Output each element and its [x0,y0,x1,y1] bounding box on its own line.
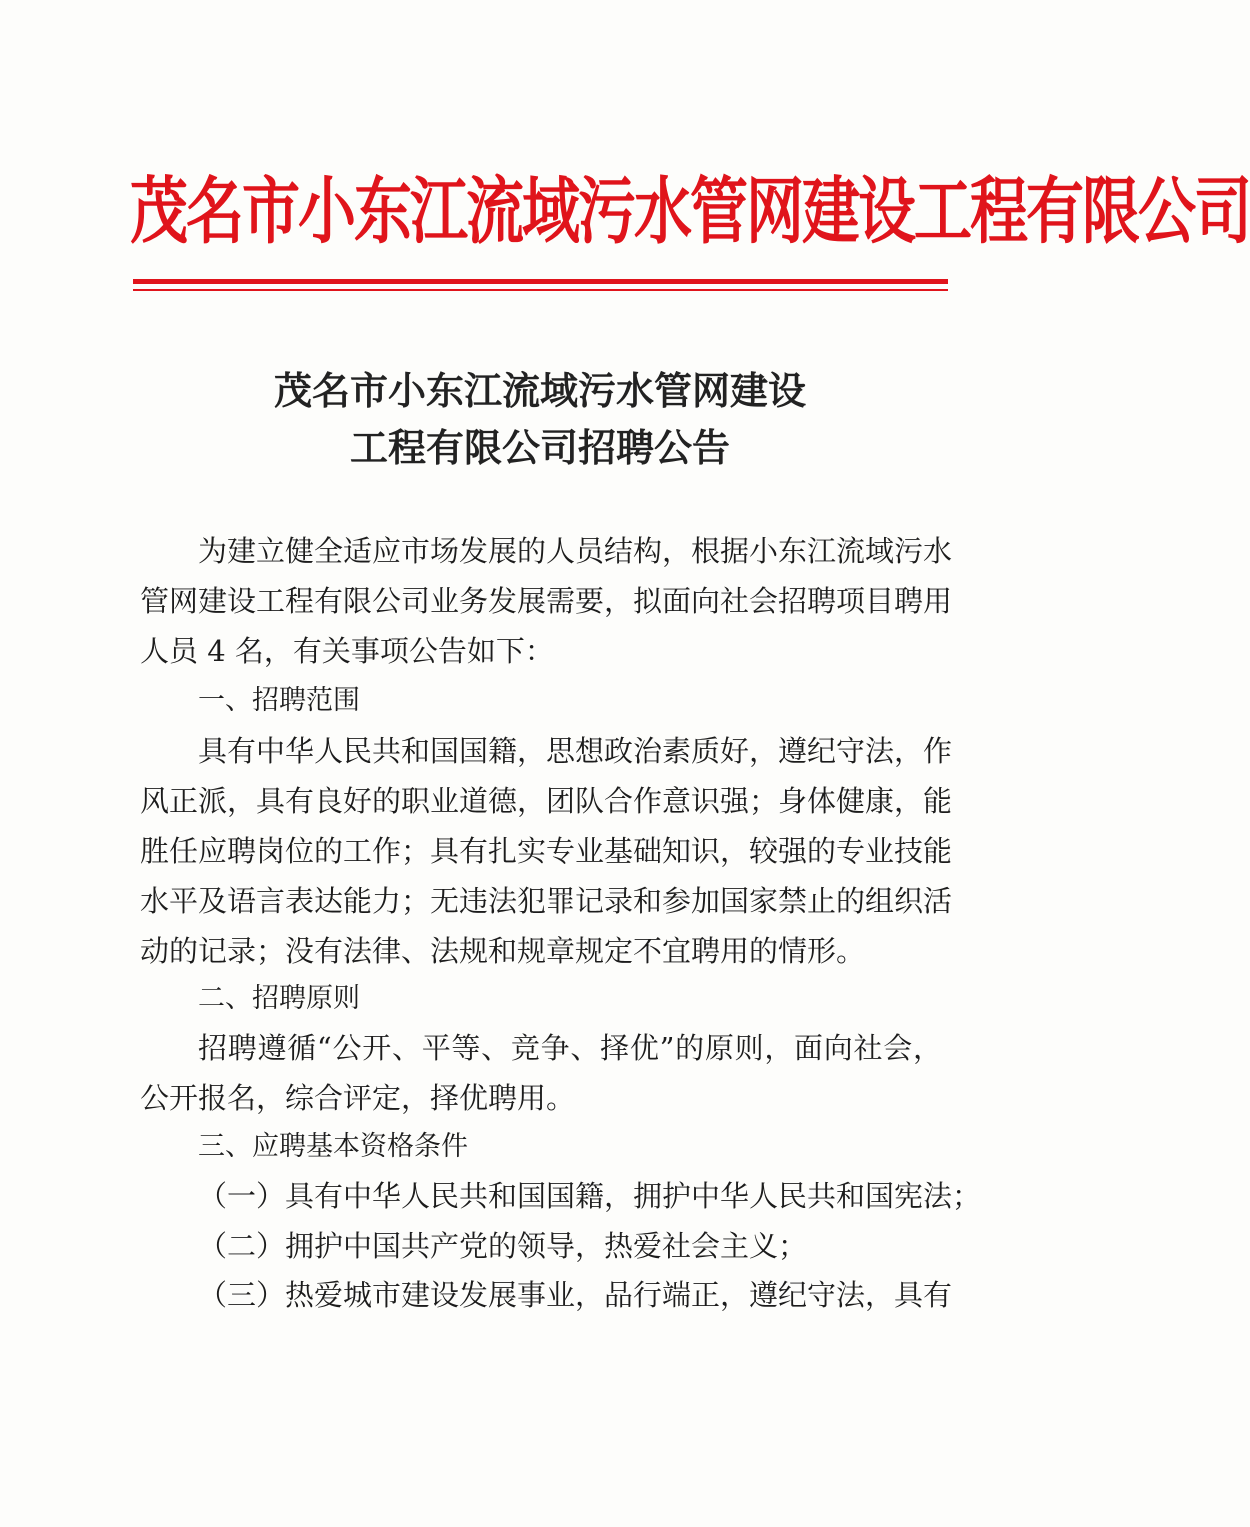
section-1-line-1: 具有中华人民共和国国籍，思想政治素质好，遵纪守法，作 [198,734,953,768]
section-1-line-4: 水平及语言表达能力；无违法犯罪记录和参加国家禁止的组织活 [140,884,953,918]
letterhead-red-rule-thick [133,279,948,284]
section-2-line-2: 公开报名，综合评定，择优聘用。 [140,1081,576,1115]
section-2-line-1: 招聘遵循“公开、平等、竞争、择优”的原则，面向社会， [198,1031,942,1065]
section-1-heading: 一、招聘范围 [198,685,360,716]
letterhead-red-rule-thin [133,289,948,291]
section-3-item-3: （三）热爱城市建设发展事业，品行端正，遵纪守法，具有 [198,1278,953,1312]
notice-title-line-1: 茂名市小东江流域污水管网建设 [273,368,806,413]
section-1-line-5: 动的记录；没有法律、法规和规章规定不宜聘用的情形。 [140,934,866,968]
section-3-item-1: （一）具有中华人民共和国国籍，拥护中华人民共和国宪法； [198,1179,982,1213]
intro-line-2: 管网建设工程有限公司业务发展需要，拟面向社会招聘项目聘用 [140,584,953,618]
section-1-line-2: 风正派，具有良好的职业道德，团队合作意识强；身体健康，能 [140,784,953,818]
intro-line-3: 人员 4 名，有关事项公告如下： [140,634,554,668]
notice-title-line-2: 工程有限公司招聘公告 [349,425,730,470]
section-1-line-3: 胜任应聘岗位的工作；具有扎实专业基础知识，较强的专业技能 [140,834,953,868]
section-3-heading: 三、应聘基本资格条件 [198,1131,468,1162]
section-2-heading: 二、招聘原则 [198,983,360,1014]
letterhead-company-name: 茂名市小东江流域污水管网建设工程有限公司 [130,168,1250,254]
section-3-item-2: （二）拥护中国共产党的领导，热爱社会主义； [198,1229,808,1263]
intro-line-1: 为建立健全适应市场发展的人员结构，根据小东江流域污水 [198,534,953,568]
